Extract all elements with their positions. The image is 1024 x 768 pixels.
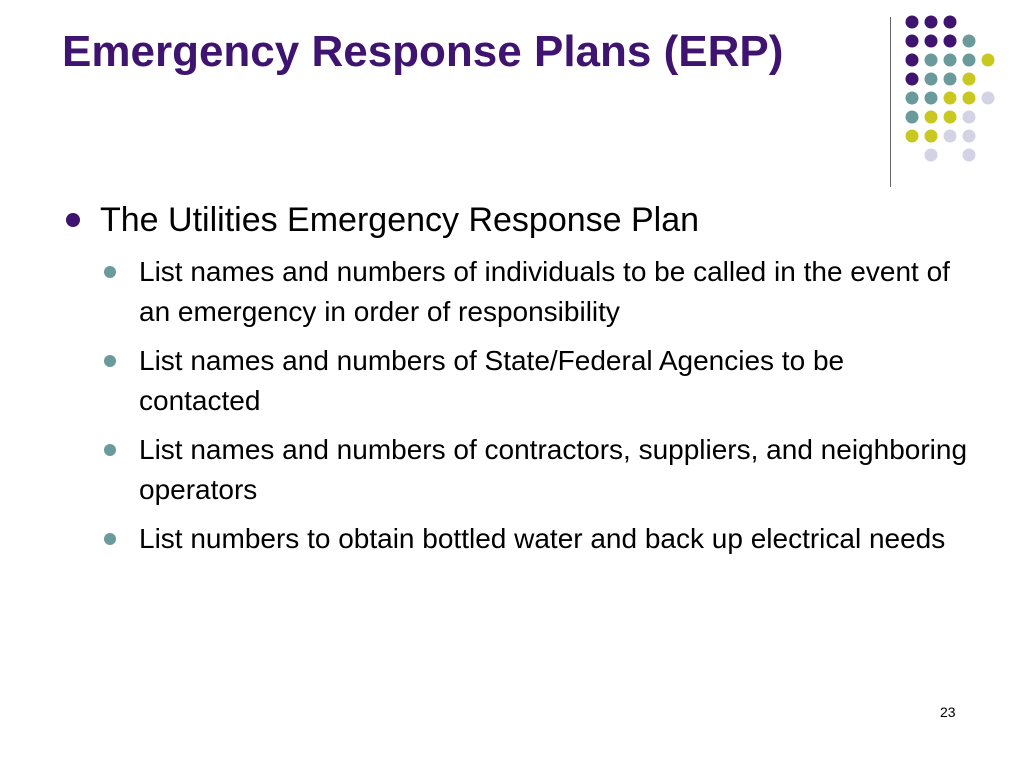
decorative-dot [963, 54, 976, 67]
decorative-dot [982, 54, 995, 67]
vertical-divider [890, 17, 891, 187]
decorative-dot [906, 54, 919, 67]
sub-bullet-item [62, 519, 969, 559]
decorative-dot [963, 73, 976, 86]
decorative-dot [963, 92, 976, 105]
decorative-dot [925, 54, 938, 67]
decorative-dot [944, 35, 957, 48]
sub-bullet-text: List names and numbers of contractors, suppliers, and neighboring operators [139, 434, 968, 505]
decorative-dot [906, 111, 919, 124]
decorative-dot [963, 130, 976, 143]
decorative-dot [925, 73, 938, 86]
decorative-dot [944, 111, 957, 124]
decorative-dot [925, 149, 938, 162]
sub-bullet-list [62, 252, 982, 559]
page-number: 23 [940, 704, 956, 720]
sub-bullet-text: List names and numbers of individuals to be called in the event of an emergency in order of responsibility [139, 256, 950, 327]
bullet-item [62, 198, 982, 242]
decorative-dot [925, 111, 938, 124]
decorative-dot [982, 92, 995, 105]
decorative-dot [944, 130, 957, 143]
sub-bullet-dot-icon [104, 444, 116, 456]
decorative-dot [925, 35, 938, 48]
decorative-dot [944, 92, 957, 105]
sub-bullet-item [62, 430, 969, 510]
sub-bullet-text: List numbers to obtain bottled water and back up electrical needs [139, 523, 946, 554]
decorative-dot [963, 149, 976, 162]
decorative-dot [906, 130, 919, 143]
sub-bullet-item [62, 252, 969, 332]
dot-grid-decoration [900, 8, 1010, 168]
slide-body [62, 198, 982, 568]
decorative-dot [906, 73, 919, 86]
decorative-dot [906, 16, 919, 29]
sub-bullet-text: List names and numbers of State/Federal Agencies to be contacted [139, 345, 845, 416]
sub-bullet-item [62, 341, 969, 421]
slide-title: Emergency Response Plans (ERP) [62, 27, 784, 76]
decorative-dot [925, 130, 938, 143]
decorative-dot [944, 73, 957, 86]
bullet-dot-icon [66, 213, 80, 227]
sub-bullet-dot-icon [104, 355, 116, 367]
decorative-dot [925, 16, 938, 29]
sub-bullet-dot-icon [104, 533, 116, 545]
sub-bullet-dot-icon [104, 266, 116, 278]
decorative-dot [944, 54, 957, 67]
decorative-dot [925, 92, 938, 105]
decorative-dot [944, 16, 957, 29]
decorative-dot [906, 35, 919, 48]
decorative-dot [906, 92, 919, 105]
decorative-dot [963, 111, 976, 124]
decorative-dot [963, 35, 976, 48]
bullet-text: The Utilities Emergency Response Plan [100, 201, 700, 239]
